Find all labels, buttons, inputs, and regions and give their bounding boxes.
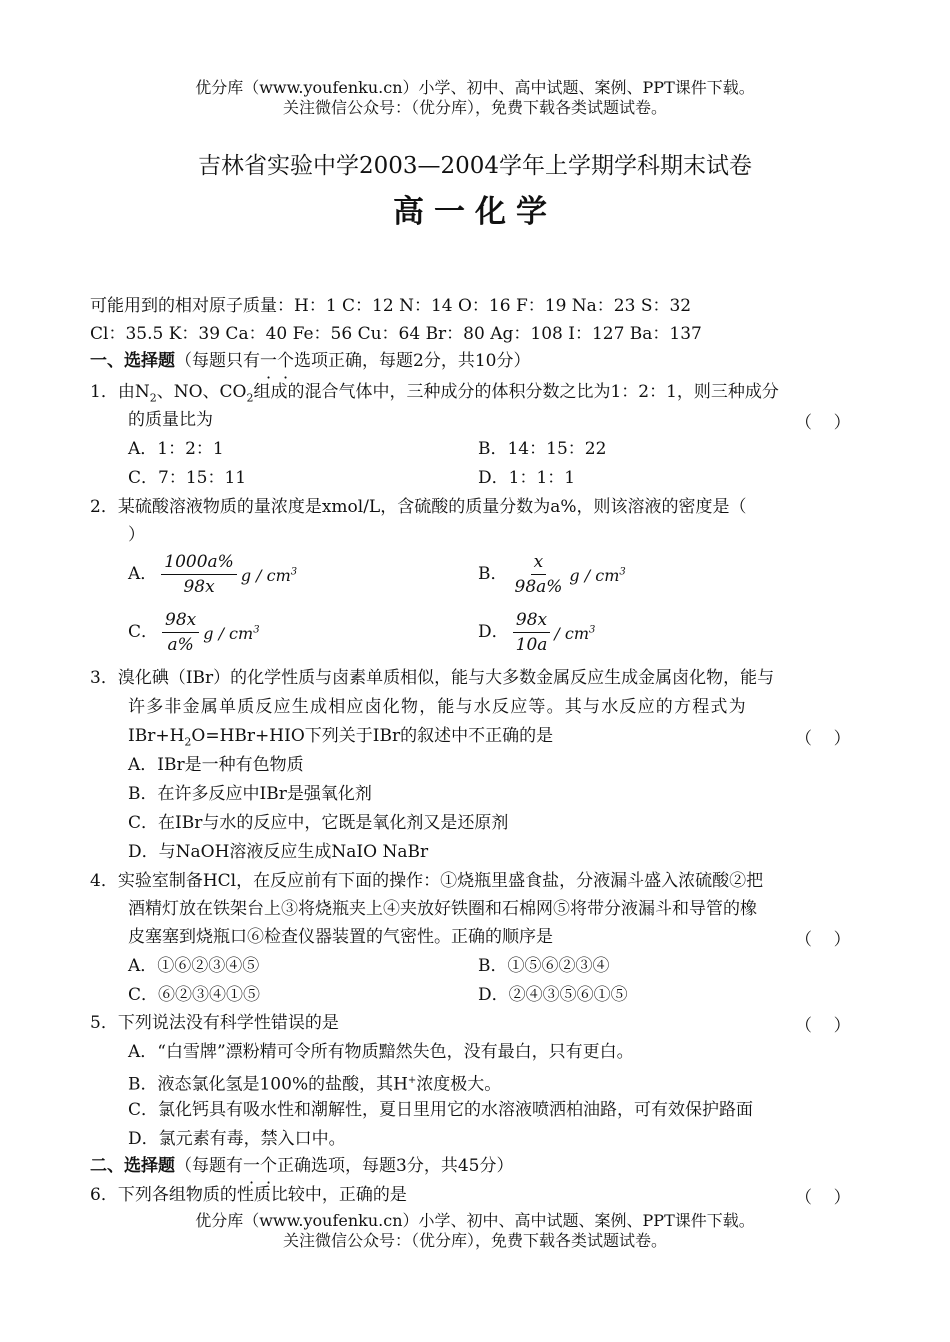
q2-stem-line-2: ） [128,525,145,545]
q3-option-b: B．在许多反应中IBr是强氧化剂 [128,784,372,804]
emphasis-dot-char: 一 [260,351,277,371]
q1-option-d: D．1：1：1 [478,468,576,488]
header-line-2: 关注微信公众号：（优分库），免费下载各类试题试卷。 [282,98,667,117]
denominator: 10a [515,635,548,655]
q4-answer-paren: （ ） [795,930,851,950]
q3-text-a: IBr+H [128,726,185,746]
numerator: x [531,551,547,575]
footer-line-1: 优分库（www.youfenku.cn）小学、初中、高中试题、案例、PPT课件下载。 [195,1211,755,1230]
option-label: A． [128,564,158,584]
q2-stem-line-1: 2．某硫酸溶液物质的量浓度是xmol/L，含硫酸的质量分数为a%，则该溶液的密度是（ [90,497,747,517]
q1-text-c: 组成的混合气体中，三种成分的体积分数之比为1：2：1，则三种成分 [253,382,779,402]
atomic-masses-line-1: 可能用到的相对原子质量：H：1 C：12 N：14 O：16 F：19 Na：23 S：32 [90,296,692,316]
section-2-heading [90,1154,513,1178]
subscript: 2 [184,735,192,749]
q5-answer-paren: （ ） [795,1016,851,1036]
unit: / $cm^3$ [554,624,596,644]
denominator: 98x [183,577,215,597]
numerator: 98x [162,609,199,633]
header-line-1: 优分库（www.youfenku.cn）小学、初中、高中试题、案例、PPT课件下载。 [195,78,755,97]
section-1-heading [90,349,530,373]
q6-answer-paren: （ ） [795,1188,851,1208]
q5-stem: 5．下列说法没有科学性错误的是 [90,1013,339,1033]
superscript: + [407,1075,417,1086]
q4-option-a: A．①⑥②③④⑤ [128,956,260,976]
q3-answer-paren: （ ） [795,729,851,749]
q2-option-b [478,551,626,598]
q1-stem-line-2: 的质量比为 [128,410,213,430]
emphasis-dot-char: 一 [243,1156,260,1176]
denominator: 98a% [514,577,563,597]
q5-b-text-a: B．液态氯化氢是100%的盐酸，其H [128,1074,408,1095]
option-label: C． [128,622,159,642]
q4-stem-line-2: 酒精灯放在铁架台上③将烧瓶夹上④夹放好铁圈和石棉网⑤将带分液漏斗和导管的橡 [128,899,757,919]
option-label: B． [478,564,508,584]
emphasis-dot-char: 个 [277,351,294,371]
q4-option-c: C．⑥②③④①⑤ [128,985,261,1005]
q4-stem-line-1: 4．实验室制备HCl，在反应前有下面的操作：①烧瓶里盛食盐，分液漏斗盛入浓硫酸②把 [90,871,764,891]
q2-option-a [128,551,297,598]
subscript: 2 [149,391,157,405]
exam-title: 吉林省实验中学2003—2004学年上学期学科期末试卷 [197,153,753,179]
subscript: 2 [246,391,254,405]
fraction [162,609,199,656]
numerator: 98x [513,609,550,633]
q2-option-d [478,609,595,656]
q3-option-c: C．在IBr与水的反应中，它既是氧化剂又是还原剂 [128,813,509,833]
section-2-title: 二、选择题 [90,1156,175,1176]
q5-option-d: D．氯元素有毒，禁入口中。 [128,1129,346,1149]
section-1-title: 一、选择题 [90,351,175,371]
q3-option-d: D．与NaOH溶液反应生成NaIO NaBr [128,842,429,862]
q5-option-c: C．氯化钙具有吸水性和潮解性，夏日里用它的水溶液喷洒柏油路，可有效保护路面 [128,1100,754,1120]
q1-option-c: C．7：15：11 [128,468,247,488]
q1-answer-paren: （ ） [795,413,851,433]
q3-text-b: O=HBr+HIO下列关于IBr的叙述中不正确的是 [191,726,554,746]
q5-option-a: A．“白雪牌”漂粉精可令所有物质黯然失色，没有最白，只有更白。 [128,1042,634,1062]
q3-stem-line-2: 许多非金属单质反应生成相应卤化物，能与水反应等。其与水反应的方程式为 [128,697,747,717]
subject-title: 高一化学 [393,194,557,230]
q4-option-b: B．①⑤⑥②③④ [478,956,610,976]
atomic-masses-line-2: Cl：35.5 K：39 Ca：40 Fe：56 Cu：64 Br：80 Ag：108 I：127 Ba：137 [90,324,702,344]
unit: g / $cm^3$ [240,566,298,586]
option-label: D． [478,622,509,642]
q1-option-a: A．1：2：1 [128,439,224,459]
q5-option-b [128,1069,501,1097]
unit: g / $cm^3$ [203,624,260,644]
section-2-note-post: 正确选项，每题3分，共45分） [277,1156,514,1176]
q5-b-text-b: 浓度极大。 [416,1074,502,1095]
q3-stem-line-3 [128,724,553,754]
q1-text-a: 1．由N [90,382,150,402]
numerator: 1000a% [161,551,237,575]
section-1-note-pre: （每题只有 [175,351,260,371]
denominator: a% [167,635,194,655]
q1-stem-line-1 [90,380,779,410]
section-2-note-pre: （每题有 [175,1156,243,1176]
emphasis-dot-char: 个 [260,1156,277,1176]
q3-stem-line-1: 3．溴化碘（IBr）的化学性质与卤素单质相似，能与大多数金属反应生成金属卤化物，能与 [90,668,775,688]
q1-text-b: 、NO、CO [156,382,247,402]
q2-option-c [128,609,260,656]
q3-option-a: A．IBr是一种有色物质 [128,755,304,775]
q1-option-b: B．14：15：22 [478,439,607,459]
q6-stem: 6．下列各组物质的性质比较中，正确的是 [90,1185,407,1205]
q4-stem-line-3: 皮塞塞到烧瓶口⑥检查仪器装置的气密性。正确的顺序是 [128,927,553,947]
fraction [512,551,566,598]
fraction [513,609,551,656]
q4-option-d: D．②④③⑤⑥①⑤ [478,985,628,1005]
fraction [161,551,237,598]
section-1-note-post: 选项正确，每题2分，共10分） [294,351,531,371]
footer-line-2: 关注微信公众号：（优分库），免费下载各类试题试卷。 [282,1231,667,1250]
unit: g / $cm^3$ [569,566,626,586]
